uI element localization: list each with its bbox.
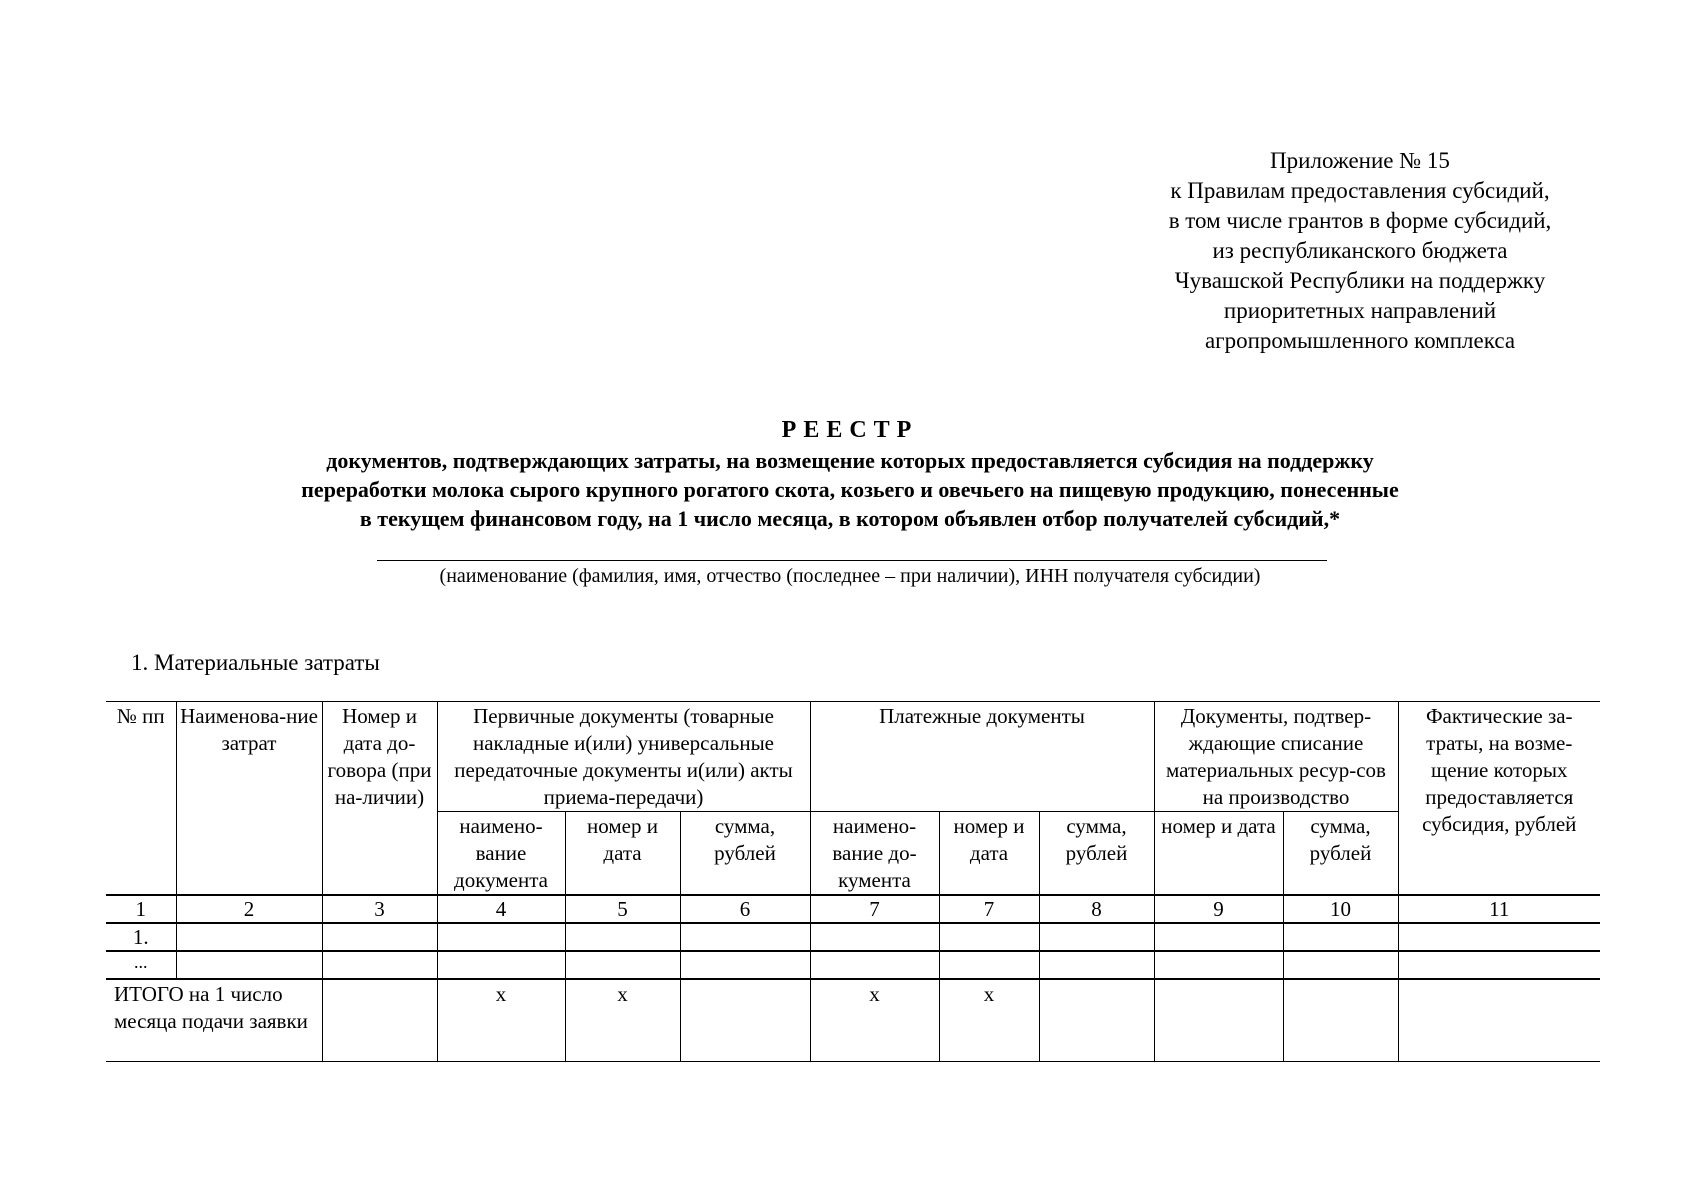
header-row [106,702,1600,812]
table-cell[interactable] [939,923,1039,951]
column-number: 6 [680,895,810,923]
annex-line: из республиканского бюджета [1212,238,1508,263]
row-number: ... [106,951,176,979]
total-cell[interactable] [680,979,810,1062]
table-cell[interactable] [1283,951,1398,979]
header-num: № пп [106,702,176,896]
column-number: 11 [1398,895,1600,923]
subheader-payment-sum: сумма, рублей [1039,812,1154,896]
annex-line: Приложение № 15 [1270,148,1450,173]
total-cell[interactable] [322,979,437,1062]
subheader-writeoff-numdate: номер и дата [1154,812,1283,896]
subheader-primary-sum: сумма, рублей [680,812,810,896]
document-title [150,414,1550,533]
table-cell[interactable] [1398,951,1600,979]
registry-table [106,701,1600,1062]
recipient-caption: (наименование (фамилия, имя, отчество (последнее – при наличии), ИНН получателя субсидии) [439,565,1261,587]
header-cost-name: Наименова-ние затрат [176,702,322,896]
table-cell[interactable] [565,951,680,979]
column-number: 8 [1039,895,1154,923]
subheader-writeoff-sum: сумма, рублей [1283,812,1398,896]
recipient-name-line[interactable] [377,560,1327,561]
column-number: 9 [1154,895,1283,923]
column-number: 7 [810,895,939,923]
table-cell[interactable] [939,951,1039,979]
total-mark: х [565,979,680,1062]
table-cell[interactable] [437,951,565,979]
column-number: 7 [939,895,1039,923]
table-cell[interactable] [1154,951,1283,979]
table-cell[interactable] [680,951,810,979]
table-cell[interactable] [810,923,939,951]
total-mark: х [939,979,1039,1062]
total-cell[interactable] [1154,979,1283,1062]
subheader-primary-name: наимено-вание документа [437,812,565,896]
title-line: переработки молока сырого крупного рогатого скота, козьего и овечьего на пищевую продукцию, понесенные [301,477,1399,502]
total-cell[interactable] [1283,979,1398,1062]
total-cell[interactable] [1039,979,1154,1062]
subheader-primary-numdate: номер и дата [565,812,680,896]
table-row [106,923,1600,951]
table-cell[interactable] [176,923,322,951]
total-cell[interactable] [1398,979,1600,1062]
title-line: документов, подтверждающих затраты, на возмещение которых предоставляется субсидия на поддержку [326,448,1374,473]
annex-line: Чувашской Республики на поддержку [1174,268,1546,293]
registry-heading: РЕЕСТР [781,417,919,443]
column-number: 5 [565,895,680,923]
header-actual-costs: Фактические за-траты, на возме-щение которых предоставляется субсидия, рублей [1398,702,1600,896]
header-payment-docs: Платежные документы [810,702,1154,812]
table-cell[interactable] [1154,923,1283,951]
column-numbers-row [106,895,1600,923]
table-cell[interactable] [1039,951,1154,979]
annex-line: приоритетных направлений [1223,298,1497,323]
header-primary-docs: Первичные документы (товарные накладные и(или) универсальные передаточные документы и(или) акты приема-передачи) [437,702,810,812]
table-cell[interactable] [437,923,565,951]
subheader-payment-numdate: номер и дата [939,812,1039,896]
table-cell[interactable] [322,923,437,951]
column-number: 10 [1283,895,1398,923]
column-number: 2 [176,895,322,923]
section-title: 1. Материальные затраты [131,650,380,675]
table-cell[interactable] [322,951,437,979]
table-row [106,951,1600,979]
total-label: ИТОГО на 1 число месяца подачи заявки [106,979,322,1062]
subheader-payment-name: наимено-вание до-кумента [810,812,939,896]
column-number: 4 [437,895,565,923]
column-number: 1 [106,895,176,923]
column-number: 3 [322,895,437,923]
annex-line: к Правилам предоставления субсидий, [1170,178,1550,203]
table-cell[interactable] [680,923,810,951]
table-cell[interactable] [176,951,322,979]
total-mark: х [810,979,939,1062]
total-row [106,979,1600,1062]
annex-line: в том числе грантов в форме субсидий, [1168,208,1552,233]
table-cell[interactable] [565,923,680,951]
row-number: 1. [106,923,176,951]
header-writeoff-docs: Документы, подтвер-ждающие списание материальных ресур-сов на производство [1154,702,1398,812]
table-cell[interactable] [1283,923,1398,951]
annex-block [1100,146,1620,356]
title-line: в текущем финансовом году, на 1 число месяца, в котором объявлен отбор получателей субсидий,* [359,506,1341,531]
annex-line: агропромышленного комплекса [1204,328,1516,353]
table-cell[interactable] [1398,923,1600,951]
total-mark: х [437,979,565,1062]
header-contract: Номер и дата до-говора (при на-личии) [322,702,437,896]
table-cell[interactable] [810,951,939,979]
table-cell[interactable] [1039,923,1154,951]
